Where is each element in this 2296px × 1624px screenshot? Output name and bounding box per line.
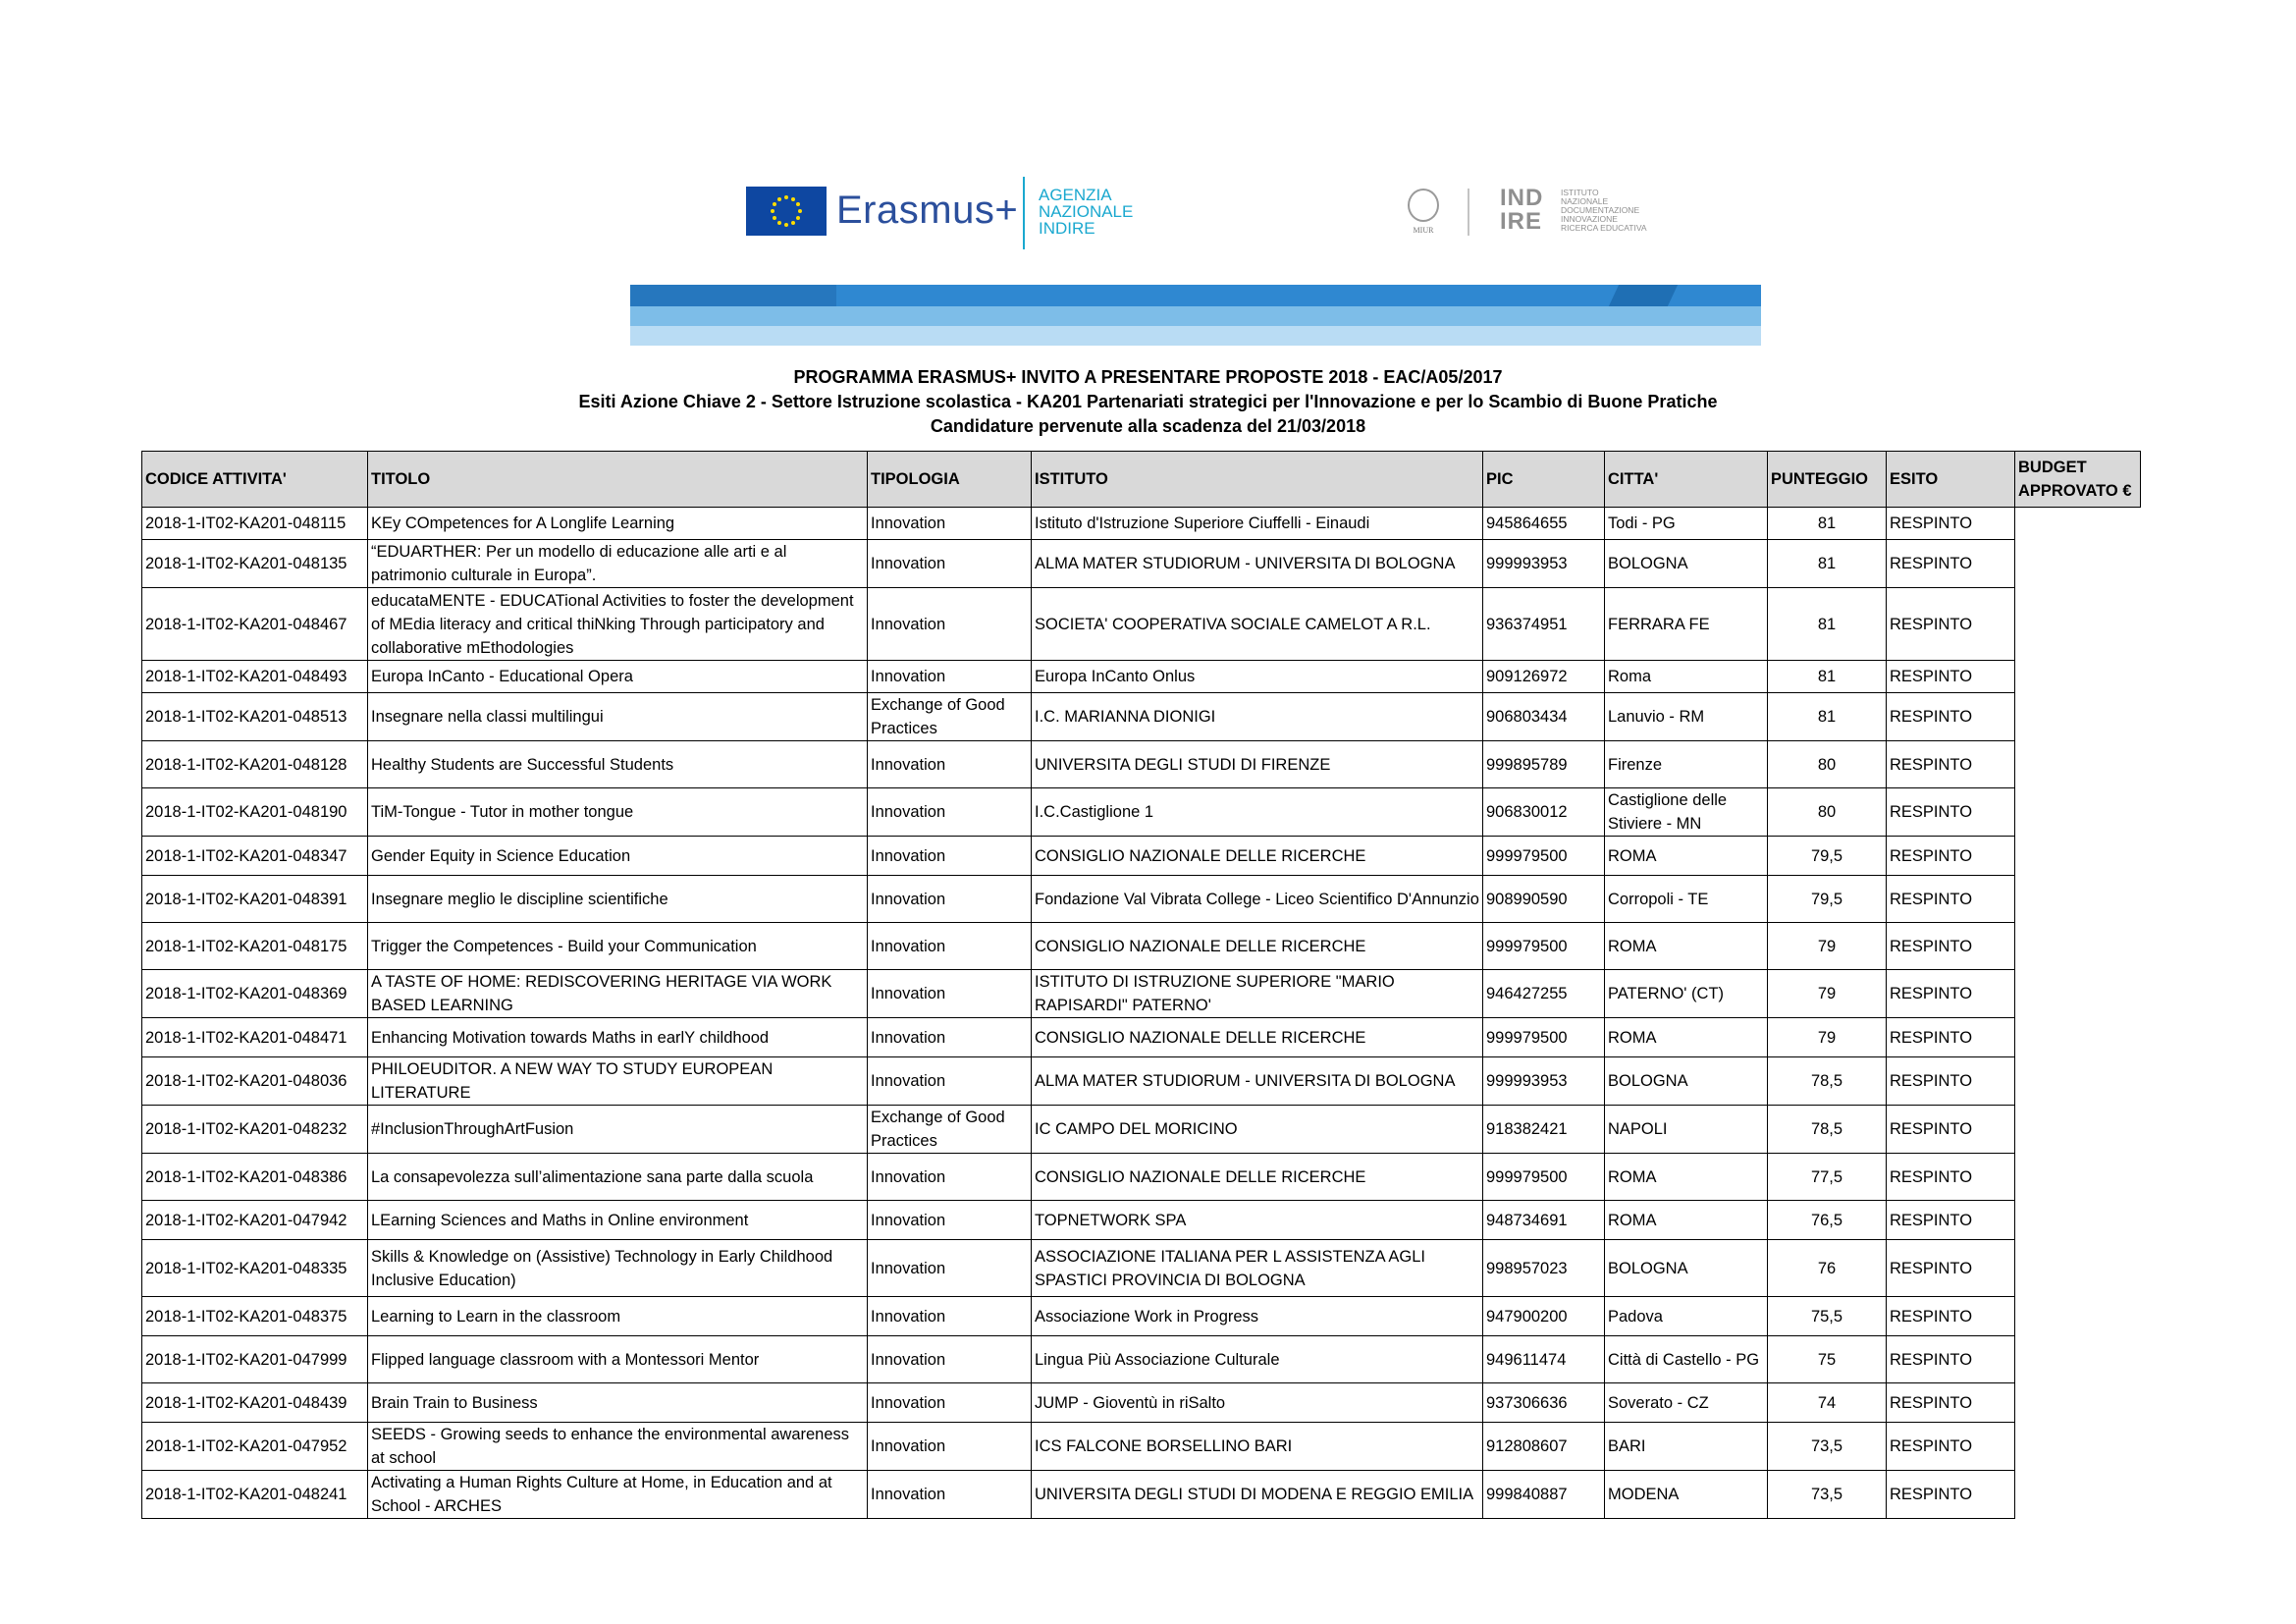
cell-titolo: LEarning Sciences and Maths in Online environment xyxy=(368,1201,868,1240)
cell-istituto: ALMA MATER STUDIORUM - UNIVERSITA DI BOLOGNA xyxy=(1032,540,1483,588)
column-header-tipologia: TIPOLOGIA xyxy=(868,452,1032,508)
column-header-citta: CITTA' xyxy=(1605,452,1768,508)
agenzia-line: AGENZIA xyxy=(1039,186,1112,204)
cell-punteggio: 79,5 xyxy=(1768,876,1887,923)
cell-codice: 2018-1-IT02-KA201-048175 xyxy=(142,923,368,970)
cell-pic: 999840887 xyxy=(1483,1471,1605,1519)
cell-punteggio: 80 xyxy=(1768,788,1887,837)
cell-punteggio: 78,5 xyxy=(1768,1106,1887,1154)
cell-esito: RESPINTO xyxy=(1887,741,2015,788)
cell-pic: 909126972 xyxy=(1483,661,1605,693)
cell-esito: RESPINTO xyxy=(1887,1201,2015,1240)
cell-titolo: Insegnare meglio le discipline scientifiche xyxy=(368,876,868,923)
cell-budget xyxy=(2015,1240,2141,1297)
cell-esito: RESPINTO xyxy=(1887,876,2015,923)
cell-istituto: CONSIGLIO NAZIONALE DELLE RICERCHE xyxy=(1032,837,1483,876)
cell-budget xyxy=(2015,923,2141,970)
cell-codice: 2018-1-IT02-KA201-048467 xyxy=(142,588,368,661)
cell-punteggio: 80 xyxy=(1768,741,1887,788)
cell-titolo: Activating a Human Rights Culture at Home, in Education and at School - ARCHES xyxy=(368,1471,868,1519)
cell-titolo: Skills & Knowledge on (Assistive) Technology in Early Childhood Inclusive Education) xyxy=(368,1240,868,1297)
cell-citta: Corropoli - TE xyxy=(1605,876,1768,923)
indire-sub-line: NAZIONALE xyxy=(1561,196,1609,206)
cell-codice: 2018-1-IT02-KA201-048513 xyxy=(142,693,368,741)
cell-titolo: Brain Train to Business xyxy=(368,1383,868,1423)
cell-titolo: Europa InCanto - Educational Opera xyxy=(368,661,868,693)
cell-pic: 912808607 xyxy=(1483,1423,1605,1471)
cell-istituto: ISTITUTO DI ISTRUZIONE SUPERIORE "MARIO RAPISARDI" PATERNO' xyxy=(1032,970,1483,1018)
table-row xyxy=(142,693,2141,741)
cell-tipologia: Innovation xyxy=(868,1201,1032,1240)
cell-pic: 937306636 xyxy=(1483,1383,1605,1423)
cell-citta: BARI xyxy=(1605,1423,1768,1471)
results-table xyxy=(141,451,2141,1519)
cell-pic: 936374951 xyxy=(1483,588,1605,661)
cell-istituto: ICS FALCONE BORSELLINO BARI xyxy=(1032,1423,1483,1471)
cell-tipologia: Innovation xyxy=(868,1240,1032,1297)
table-row xyxy=(142,741,2141,788)
cell-codice: 2018-1-IT02-KA201-048391 xyxy=(142,876,368,923)
cell-esito: RESPINTO xyxy=(1887,508,2015,540)
cell-budget xyxy=(2015,1336,2141,1383)
cell-esito: RESPINTO xyxy=(1887,1106,2015,1154)
miur-logo xyxy=(1406,189,1441,235)
cell-titolo: “EDUARTHER: Per un modello di educazione alle arti e al patrimonio culturale in Europa”. xyxy=(368,540,868,588)
cell-citta: Città di Castello - PG xyxy=(1605,1336,1768,1383)
banner-streak xyxy=(1609,285,1678,306)
cell-punteggio: 75 xyxy=(1768,1336,1887,1383)
cell-budget xyxy=(2015,540,2141,588)
cell-istituto: Lingua Più Associazione Culturale xyxy=(1032,1336,1483,1383)
indire-sub-line: INNOVAZIONE xyxy=(1561,214,1618,224)
cell-codice: 2018-1-IT02-KA201-048386 xyxy=(142,1154,368,1201)
table-header-row xyxy=(142,452,2141,508)
cell-tipologia: Innovation xyxy=(868,1057,1032,1106)
cell-punteggio: 76,5 xyxy=(1768,1201,1887,1240)
cell-tipologia: Exchange of Good Practices xyxy=(868,1106,1032,1154)
cell-citta: Firenze xyxy=(1605,741,1768,788)
cell-pic: 999979500 xyxy=(1483,837,1605,876)
cell-tipologia: Innovation xyxy=(868,588,1032,661)
cell-pic: 999979500 xyxy=(1483,1154,1605,1201)
cell-punteggio: 76 xyxy=(1768,1240,1887,1297)
cell-codice: 2018-1-IT02-KA201-048135 xyxy=(142,540,368,588)
cell-istituto: Istituto d'Istruzione Superiore Ciuffelli - Einaudi xyxy=(1032,508,1483,540)
cell-codice: 2018-1-IT02-KA201-048241 xyxy=(142,1471,368,1519)
logo-header xyxy=(746,175,1659,253)
cell-citta: Todi - PG xyxy=(1605,508,1768,540)
column-header-budget: BUDGET APPROVATO € xyxy=(2015,452,2141,508)
cell-tipologia: Innovation xyxy=(868,1383,1032,1423)
cell-codice: 2018-1-IT02-KA201-048036 xyxy=(142,1057,368,1106)
cell-punteggio: 77,5 xyxy=(1768,1154,1887,1201)
table-row xyxy=(142,1201,2141,1240)
cell-codice: 2018-1-IT02-KA201-048471 xyxy=(142,1018,368,1057)
cell-titolo: A TASTE OF HOME: REDISCOVERING HERITAGE VIA WORK BASED LEARNING xyxy=(368,970,868,1018)
cell-istituto: I.C.Castiglione 1 xyxy=(1032,788,1483,837)
cell-pic: 999993953 xyxy=(1483,540,1605,588)
cell-titolo: Gender Equity in Science Education xyxy=(368,837,868,876)
cell-codice: 2018-1-IT02-KA201-048115 xyxy=(142,508,368,540)
cell-punteggio: 75,5 xyxy=(1768,1297,1887,1336)
cell-punteggio: 79 xyxy=(1768,970,1887,1018)
cell-tipologia: Innovation xyxy=(868,661,1032,693)
cell-titolo: Trigger the Competences - Build your Communication xyxy=(368,923,868,970)
table-row xyxy=(142,1383,2141,1423)
cell-pic: 999979500 xyxy=(1483,923,1605,970)
table-row xyxy=(142,540,2141,588)
cell-punteggio: 73,5 xyxy=(1768,1423,1887,1471)
cell-istituto: TOPNETWORK SPA xyxy=(1032,1201,1483,1240)
cell-codice: 2018-1-IT02-KA201-047999 xyxy=(142,1336,368,1383)
cell-punteggio: 79 xyxy=(1768,1018,1887,1057)
cell-istituto: SOCIETA' COOPERATIVA SOCIALE CAMELOT A R.L. xyxy=(1032,588,1483,661)
header-banner xyxy=(630,285,1761,346)
cell-codice: 2018-1-IT02-KA201-048190 xyxy=(142,788,368,837)
column-header-istituto: ISTITUTO xyxy=(1032,452,1483,508)
table-row xyxy=(142,1297,2141,1336)
cell-codice: 2018-1-IT02-KA201-048439 xyxy=(142,1383,368,1423)
cell-esito: RESPINTO xyxy=(1887,1383,2015,1423)
cell-budget xyxy=(2015,970,2141,1018)
table-row xyxy=(142,588,2141,661)
cell-titolo: Flipped language classroom with a Montessori Mentor xyxy=(368,1336,868,1383)
cell-budget xyxy=(2015,661,2141,693)
cell-tipologia: Innovation xyxy=(868,1018,1032,1057)
cell-istituto: I.C. MARIANNA DIONIGI xyxy=(1032,693,1483,741)
cell-citta: NAPOLI xyxy=(1605,1106,1768,1154)
cell-titolo: SEEDS - Growing seeds to enhance the environmental awareness at school xyxy=(368,1423,868,1471)
cell-tipologia: Innovation xyxy=(868,1154,1032,1201)
cell-punteggio: 81 xyxy=(1768,661,1887,693)
cell-esito: RESPINTO xyxy=(1887,1471,2015,1519)
cell-citta: BOLOGNA xyxy=(1605,1057,1768,1106)
cell-esito: RESPINTO xyxy=(1887,788,2015,837)
cell-punteggio: 79,5 xyxy=(1768,837,1887,876)
cell-esito: RESPINTO xyxy=(1887,1240,2015,1297)
cell-punteggio: 79 xyxy=(1768,923,1887,970)
cell-pic: 945864655 xyxy=(1483,508,1605,540)
cell-punteggio: 78,5 xyxy=(1768,1057,1887,1106)
cell-codice: 2018-1-IT02-KA201-048493 xyxy=(142,661,368,693)
cell-budget xyxy=(2015,1201,2141,1240)
cell-pic: 999895789 xyxy=(1483,741,1605,788)
cell-codice: 2018-1-IT02-KA201-048369 xyxy=(142,970,368,1018)
logo-divider xyxy=(1023,177,1025,249)
cell-punteggio: 81 xyxy=(1768,588,1887,661)
cell-esito: RESPINTO xyxy=(1887,588,2015,661)
cell-istituto: ALMA MATER STUDIORUM - UNIVERSITA DI BOLOGNA xyxy=(1032,1057,1483,1106)
banner-stripe-mid xyxy=(630,306,1761,326)
table-row xyxy=(142,661,2141,693)
cell-esito: RESPINTO xyxy=(1887,837,2015,876)
cell-budget xyxy=(2015,1423,2141,1471)
cell-codice: 2018-1-IT02-KA201-048375 xyxy=(142,1297,368,1336)
table-row xyxy=(142,1057,2141,1106)
table-row xyxy=(142,1423,2141,1471)
erasmus-logo-text: Erasmus+ xyxy=(836,189,1019,232)
cell-titolo: PHILOEUDITOR. A NEW WAY TO STUDY EUROPEAN LITERATURE xyxy=(368,1057,868,1106)
column-header-punteggio: PUNTEGGIO xyxy=(1768,452,1887,508)
cell-tipologia: Innovation xyxy=(868,741,1032,788)
cell-tipologia: Innovation xyxy=(868,540,1032,588)
cell-titolo: Learning to Learn in the classroom xyxy=(368,1297,868,1336)
cell-pic: 906830012 xyxy=(1483,788,1605,837)
emblem-icon xyxy=(1408,189,1439,222)
cell-pic: 946427255 xyxy=(1483,970,1605,1018)
cell-punteggio: 81 xyxy=(1768,693,1887,741)
cell-esito: RESPINTO xyxy=(1887,1154,2015,1201)
table-row xyxy=(142,837,2141,876)
cell-esito: RESPINTO xyxy=(1887,1297,2015,1336)
cell-codice: 2018-1-IT02-KA201-048232 xyxy=(142,1106,368,1154)
cell-istituto: Europa InCanto Onlus xyxy=(1032,661,1483,693)
cell-istituto: UNIVERSITA DEGLI STUDI DI FIRENZE xyxy=(1032,741,1483,788)
cell-istituto: Fondazione Val Vibrata College - Liceo Scientifico D'Annunzio xyxy=(1032,876,1483,923)
cell-istituto: UNIVERSITA DEGLI STUDI DI MODENA E REGGIO EMILIA xyxy=(1032,1471,1483,1519)
cell-titolo: KEy COmpetences for A Longlife Learning xyxy=(368,508,868,540)
column-header-codice: CODICE ATTIVITA' xyxy=(142,452,368,508)
cell-istituto: IC CAMPO DEL MORICINO xyxy=(1032,1106,1483,1154)
cell-istituto: CONSIGLIO NAZIONALE DELLE RICERCHE xyxy=(1032,923,1483,970)
cell-codice: 2018-1-IT02-KA201-048347 xyxy=(142,837,368,876)
cell-tipologia: Innovation xyxy=(868,788,1032,837)
cell-budget xyxy=(2015,1154,2141,1201)
table-row xyxy=(142,1106,2141,1154)
indire-sub-line: DOCUMENTAZIONE xyxy=(1561,205,1640,215)
cell-budget xyxy=(2015,1057,2141,1106)
cell-citta: Castiglione delle Stiviere - MN xyxy=(1605,788,1768,837)
logo-divider-grey xyxy=(1468,189,1469,236)
cell-esito: RESPINTO xyxy=(1887,1336,2015,1383)
cell-citta: ROMA xyxy=(1605,1201,1768,1240)
table-row xyxy=(142,923,2141,970)
cell-pic: 918382421 xyxy=(1483,1106,1605,1154)
cell-tipologia: Innovation xyxy=(868,1471,1032,1519)
cell-tipologia: Innovation xyxy=(868,876,1032,923)
cell-punteggio: 74 xyxy=(1768,1383,1887,1423)
cell-citta: MODENA xyxy=(1605,1471,1768,1519)
document-title: PROGRAMMA ERASMUS+ INVITO A PRESENTARE PROPOSTE 2018 - EAC/A05/2017 xyxy=(793,367,1503,387)
cell-istituto: CONSIGLIO NAZIONALE DELLE RICERCHE xyxy=(1032,1154,1483,1201)
cell-codice: 2018-1-IT02-KA201-047942 xyxy=(142,1201,368,1240)
cell-pic: 998957023 xyxy=(1483,1240,1605,1297)
cell-budget xyxy=(2015,1018,2141,1057)
column-header-esito: ESITO xyxy=(1887,452,2015,508)
cell-tipologia: Innovation xyxy=(868,837,1032,876)
cell-citta: ROMA xyxy=(1605,1154,1768,1201)
cell-codice: 2018-1-IT02-KA201-048335 xyxy=(142,1240,368,1297)
miur-text: MIUR xyxy=(1413,226,1434,235)
table-row xyxy=(142,1018,2141,1057)
column-header-pic: PIC xyxy=(1483,452,1605,508)
cell-esito: RESPINTO xyxy=(1887,1057,2015,1106)
cell-citta: BOLOGNA xyxy=(1605,1240,1768,1297)
cell-esito: RESPINTO xyxy=(1887,923,2015,970)
cell-istituto: Associazione Work in Progress xyxy=(1032,1297,1483,1336)
table-row xyxy=(142,1471,2141,1519)
banner-stripe-dark xyxy=(630,285,836,306)
cell-pic: 948734691 xyxy=(1483,1201,1605,1240)
column-header-titolo: TITOLO xyxy=(368,452,868,508)
cell-tipologia: Innovation xyxy=(868,923,1032,970)
cell-tipologia: Innovation xyxy=(868,1423,1032,1471)
indire-sub-line: RICERCA EDUCATIVA xyxy=(1561,223,1647,233)
cell-titolo: TiM-Tongue - Tutor in mother tongue xyxy=(368,788,868,837)
cell-esito: RESPINTO xyxy=(1887,1423,2015,1471)
cell-titolo: La consapevolezza sull’alimentazione sana parte dalla scuola xyxy=(368,1154,868,1201)
cell-istituto: JUMP - Gioventù in riSalto xyxy=(1032,1383,1483,1423)
cell-tipologia: Innovation xyxy=(868,970,1032,1018)
agenzia-logo-text xyxy=(1039,187,1133,237)
cell-tipologia: Exchange of Good Practices xyxy=(868,693,1032,741)
cell-tipologia: Innovation xyxy=(868,1336,1032,1383)
cell-citta: Soverato - CZ xyxy=(1605,1383,1768,1423)
banner-stripe-light xyxy=(630,326,1761,346)
cell-budget xyxy=(2015,741,2141,788)
cell-citta: PATERNO' (CT) xyxy=(1605,970,1768,1018)
cell-budget xyxy=(2015,788,2141,837)
cell-budget xyxy=(2015,508,2141,540)
cell-esito: RESPINTO xyxy=(1887,661,2015,693)
cell-citta: FERRARA FE xyxy=(1605,588,1768,661)
table-row xyxy=(142,1336,2141,1383)
cell-budget xyxy=(2015,876,2141,923)
cell-pic: 947900200 xyxy=(1483,1297,1605,1336)
cell-esito: RESPINTO xyxy=(1887,1018,2015,1057)
cell-citta: ROMA xyxy=(1605,1018,1768,1057)
table-row xyxy=(142,508,2141,540)
cell-citta: ROMA xyxy=(1605,923,1768,970)
cell-budget xyxy=(2015,837,2141,876)
cell-citta: Roma xyxy=(1605,661,1768,693)
cell-citta: ROMA xyxy=(1605,837,1768,876)
cell-pic: 949611474 xyxy=(1483,1336,1605,1383)
document-deadline: Candidature pervenute alla scadenza del 21/03/2018 xyxy=(930,416,1366,436)
cell-citta: Padova xyxy=(1605,1297,1768,1336)
cell-titolo: #InclusionThroughArtFusion xyxy=(368,1106,868,1154)
cell-budget xyxy=(2015,1106,2141,1154)
cell-budget xyxy=(2015,588,2141,661)
cell-budget xyxy=(2015,693,2141,741)
cell-pic: 908990590 xyxy=(1483,876,1605,923)
cell-codice: 2018-1-IT02-KA201-047952 xyxy=(142,1423,368,1471)
cell-pic: 999993953 xyxy=(1483,1057,1605,1106)
agenzia-line: INDIRE xyxy=(1039,219,1095,238)
cell-esito: RESPINTO xyxy=(1887,693,2015,741)
table-body xyxy=(142,508,2141,1519)
cell-titolo: Enhancing Motivation towards Maths in earlY childhood xyxy=(368,1018,868,1057)
cell-pic: 906803434 xyxy=(1483,693,1605,741)
cell-citta: Lanuvio - RM xyxy=(1605,693,1768,741)
cell-pic: 999979500 xyxy=(1483,1018,1605,1057)
cell-titolo: Insegnare nella classi multilingui xyxy=(368,693,868,741)
cell-istituto: CONSIGLIO NAZIONALE DELLE RICERCHE xyxy=(1032,1018,1483,1057)
table-row xyxy=(142,1240,2141,1297)
indire-line: IND xyxy=(1500,185,1544,211)
cell-tipologia: Innovation xyxy=(868,508,1032,540)
table-row xyxy=(142,1154,2141,1201)
cell-titolo: educataMENTE - EDUCATional Activities to foster the development of MEdia literacy and critical thiNking Through participatory and collaborative mEthodologies xyxy=(368,588,868,661)
table-row xyxy=(142,970,2141,1018)
cell-esito: RESPINTO xyxy=(1887,970,2015,1018)
cell-punteggio: 81 xyxy=(1768,508,1887,540)
cell-esito: RESPINTO xyxy=(1887,540,2015,588)
cell-tipologia: Innovation xyxy=(868,1297,1032,1336)
table-row xyxy=(142,788,2141,837)
cell-codice: 2018-1-IT02-KA201-048128 xyxy=(142,741,368,788)
cell-punteggio: 81 xyxy=(1768,540,1887,588)
agenzia-line: NAZIONALE xyxy=(1039,202,1134,221)
cell-citta: BOLOGNA xyxy=(1605,540,1768,588)
indire-sub-line: ISTITUTO xyxy=(1561,188,1599,197)
cell-punteggio: 73,5 xyxy=(1768,1471,1887,1519)
cell-budget xyxy=(2015,1297,2141,1336)
document-subtitle: Esiti Azione Chiave 2 - Settore Istruzione scolastica - KA201 Partenariati strategici per l'Innovazione e per lo Scambio di Buone Pratiche xyxy=(578,392,1718,411)
document-titles xyxy=(0,365,2296,439)
cell-budget xyxy=(2015,1383,2141,1423)
cell-istituto: ASSOCIAZIONE ITALIANA PER L ASSISTENZA AGLI SPASTICI PROVINCIA DI BOLOGNA xyxy=(1032,1240,1483,1297)
cell-titolo: Healthy Students are Successful Students xyxy=(368,741,868,788)
indire-logo-text xyxy=(1500,187,1543,234)
eu-flag-icon xyxy=(746,187,827,236)
indire-subtitle xyxy=(1561,189,1647,233)
cell-budget xyxy=(2015,1471,2141,1519)
indire-line: IRE xyxy=(1500,208,1543,235)
table-row xyxy=(142,876,2141,923)
